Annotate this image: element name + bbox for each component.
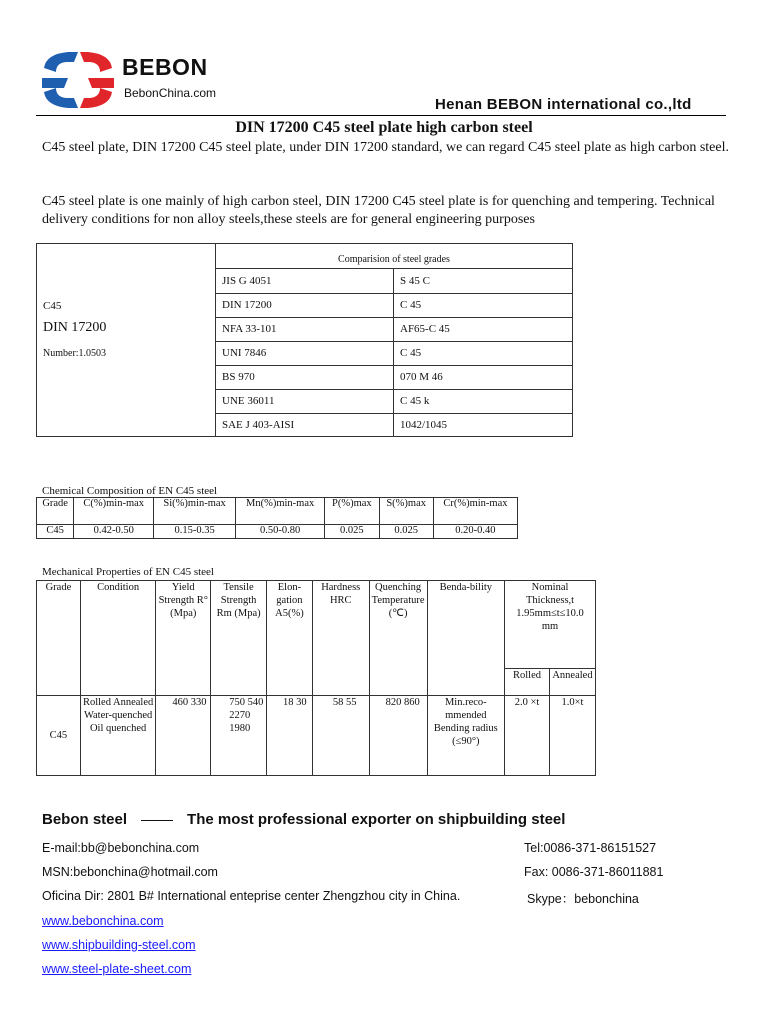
header-nominal-thickness: Nominal Thickness,t 1.95mm≤t≤10.0 mm [505, 581, 596, 669]
brand-name: BEBON [122, 54, 208, 80]
comparison-row [216, 269, 572, 294]
comparison-standard-cell: SAE J 403-AISI [222, 419, 295, 431]
cell-condition: Rolled Annealed Water-quenched Oil quenched [80, 696, 156, 776]
comparison-grade-cell [37, 244, 216, 436]
table-header: S(%)max [379, 498, 433, 525]
comparison-standard-cell: JIS G 4051 [222, 275, 272, 287]
tagline [42, 811, 565, 828]
cell-tensile-strength: 750 540 2270 1980 [211, 696, 267, 776]
tagline-text: The most professional exporter on shipbuilding steel [187, 811, 566, 828]
table-header: Grade [37, 498, 74, 525]
chemical-table-title: Chemical Composition of EN C45 steel [42, 485, 218, 497]
cell-yield-strength: 460 330 [156, 696, 211, 776]
header-elongation: Elon-gation A5(%) [267, 581, 313, 696]
link-steel-plate-sheet[interactable]: www.steel-plate-sheet.com [42, 962, 192, 976]
contact-fax: Fax: 0086-371-86011881 [524, 865, 664, 879]
cell-elongation: 18 30 [267, 696, 313, 776]
comparison-grade-cell: C 45 [400, 299, 422, 311]
comparison-grade-cell: S 45 C [400, 275, 430, 287]
comparison-number: Number:1.0503 [43, 348, 107, 359]
link-bebonchina[interactable]: www.bebonchina.com [42, 914, 164, 928]
contact-msn: MSN:bebonchina@hotmail.com [42, 865, 218, 879]
comparison-row [216, 293, 572, 318]
company-name: Henan BEBON international co.,ltd [435, 96, 692, 113]
cell-hardness: 58 55 [312, 696, 369, 776]
link-shipbuilding-steel[interactable]: www.shipbuilding-steel.com [42, 938, 196, 952]
header-grade: Grade [37, 581, 81, 696]
cell-annealed: 1.0×t [549, 696, 595, 776]
header-annealed: Annealed [549, 669, 595, 696]
mechanical-table-title: Mechanical Properties of EN C45 steel [42, 566, 214, 578]
comparison-grade-cell: C 45 k [400, 395, 430, 407]
comparison-grade-cell: AF65-C 45 [400, 323, 450, 335]
header-condition: Condition [80, 581, 156, 696]
header-hardness: Hardness HRC [312, 581, 369, 696]
table-cell: C45 [37, 525, 74, 539]
header-bendability: Benda-bility [427, 581, 505, 696]
table-header: Mn(%)min-max [236, 498, 325, 525]
cell-grade: C45 [37, 696, 81, 776]
contact-office: Oficina Dir: 2801 B# International enteprise center Zhengzhou city in China. [42, 889, 461, 903]
table-header: Si(%)min-max [154, 498, 236, 525]
comparison-row [216, 317, 572, 342]
cell-quenching-temperature: 820 860 [369, 696, 427, 776]
intro-paragraph-2: C45 steel plate is one mainly of high carbon steel, DIN 17200 C45 steel plate is for quenching and tempering. Technical delivery conditions for non alloy steels,these steels are for general engineering purposes [42, 194, 715, 227]
table-header: Cr(%)min-max [433, 498, 517, 525]
table-row [37, 525, 518, 539]
comparison-grade: C45 [43, 300, 62, 312]
comparison-row [216, 413, 572, 437]
brand-website: BebonChina.com [124, 86, 217, 100]
comparison-standard-cell: UNE 36011 [222, 395, 275, 407]
table-row [37, 696, 596, 776]
contact-skype: Skype：bebonchina [527, 892, 639, 906]
comparison-standard: DIN 17200 [43, 320, 107, 335]
header-rolled: Rolled [505, 669, 550, 696]
mechanical-properties-table [36, 580, 596, 776]
contact-email: E-mail:bb@bebonchina.com [42, 841, 200, 855]
header-yield-strength: Yield Strength R°(Mpa) [156, 581, 211, 696]
comparison-row [216, 389, 572, 414]
comparison-grade-cell: 070 M 46 [400, 371, 443, 383]
cell-bendability: Min.reco-mmended Bending radius (≤90°) [427, 696, 505, 776]
comparison-grade-cell: C 45 [400, 347, 422, 359]
grade-comparison-table [36, 243, 573, 437]
bebon-logo [38, 48, 118, 112]
table-header: P(%)max [325, 498, 379, 525]
table-cell: 0.15-0.35 [154, 525, 236, 539]
table-cell: 0.025 [379, 525, 433, 539]
comparison-header: Comparision of steel grades [216, 244, 572, 269]
table-cell: 0.42-0.50 [74, 525, 154, 539]
cell-rolled: 2.0 ×t [505, 696, 550, 776]
contact-tel: Tel:0086-371-86151527 [524, 841, 657, 855]
table-cell: 0.20-0.40 [433, 525, 517, 539]
comparison-row [216, 341, 572, 366]
comparison-standard-cell: DIN 17200 [222, 299, 272, 311]
tagline-dash [141, 820, 173, 821]
table-cell: 0.025 [325, 525, 379, 539]
intro-paragraph-1: C45 steel plate, DIN 17200 C45 steel plate, under DIN 17200 standard, we can regard C45 steel plate as high carbon steel. [42, 140, 729, 155]
tagline-brand: Bebon steel [42, 811, 128, 828]
header-quenching-temperature: Quenching Temperature (℃) [369, 581, 427, 696]
header-tensile-strength: Tensile Strength Rm (Mpa) [211, 581, 267, 696]
comparison-row [216, 365, 572, 390]
comparison-standard-cell: BS 970 [222, 371, 255, 383]
comparison-standard-cell: UNI 7846 [222, 347, 267, 359]
table-header: C(%)min-max [74, 498, 154, 525]
chemical-composition-table [36, 497, 518, 539]
comparison-standard-cell: NFA 33-101 [222, 323, 277, 335]
page-title: DIN 17200 C45 steel plate high carbon steel [235, 119, 533, 136]
table-cell: 0.50-0.80 [236, 525, 325, 539]
header-divider [36, 115, 726, 116]
comparison-grade-cell: 1042/1045 [400, 419, 448, 431]
